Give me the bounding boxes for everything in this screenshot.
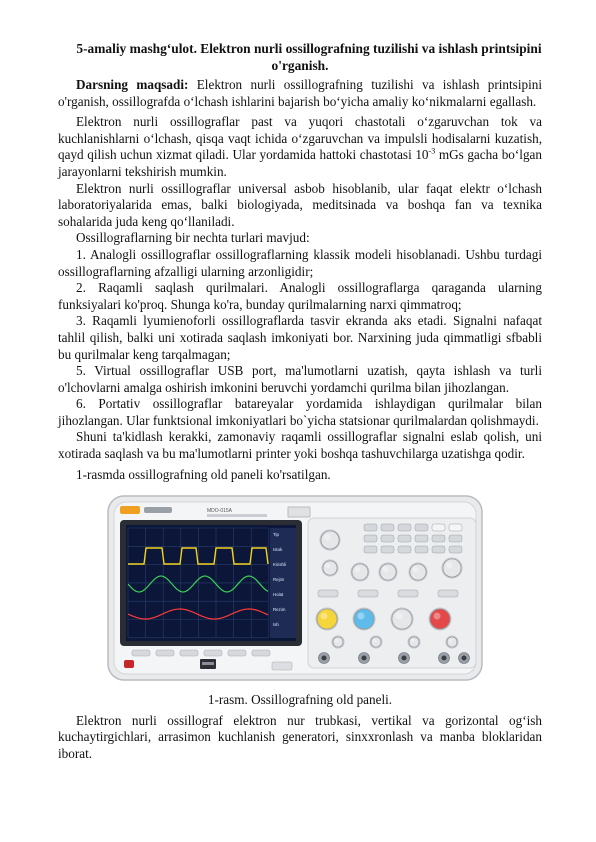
oscilloscope-front-panel-figure	[102, 492, 488, 688]
power-button[interactable]	[124, 660, 134, 668]
paragraph-6: Elektron nurli ossillograf elektron nur trubkasi, vertikal va gorizontal og‘ish kuchaytirgichlari, arrasimon kuchlanish generatori, sinxxronlash va manba bloklaridan iborat.	[58, 712, 542, 762]
list-item-5: 5. Virtual ossillograflar USB port, ma'lumotlarni uzatish, qayta ishlash va turli o'lchovlarni amalga oshirish imkonini beruvchi yordamchi qurilma bilan jihozlangan.	[58, 363, 542, 395]
menu-item-5: Holat	[273, 592, 284, 598]
list-item-2: 2. Raqamli saqlash qurilmalari. Analogli ossillograflarga qaraganda ularning funksiyalari ko'proq. Shunga ko'ra, bunday qurilmalarning narxi qimmatroq;	[58, 280, 542, 312]
menu-item-3: Kirishli	[273, 562, 286, 568]
menu-item-2: Istok	[273, 547, 283, 553]
paragraph-5: 1-rasmda ossillografning old paneli ko'rsatilgan.	[76, 466, 331, 482]
paragraph-1	[58, 114, 542, 180]
model-label: MDO-015A	[207, 508, 233, 515]
paragraph-2: Elektron nurli ossillograflar universal asbob hisoblanib, ular faqat elektr o‘lchash laboratoriyalarida emas, balki biologiyada, meditsinada va boshqa fan va texnika sohalarida juda keng qo‘llaniladi.	[58, 180, 542, 229]
list-item-1: 1. Analogli ossillograflar ossillograflarning klassik modeli hisoblanadi. Ushbu turdagi ossillograflarning afzalligi ularning arzonligidir;	[58, 246, 542, 279]
paragraph-3: Ossillograflarning bir nechta turlari mavjud:	[76, 230, 310, 246]
document-title: 5-amaliy mashg‘ulot. Elektron nurli ossillografning tuzilishi va ishlash printsipini o'rganish.	[76, 41, 542, 73]
menu-item-7: Ish	[273, 622, 279, 628]
list-item-3: 3. Raqamli lyumienoforli ossillograflarda tasvir ekranda aks etadi. Signalni nafaqat tahlil qilish, balki uni xotirada saqlash imkoniyati bor. Narxining juda qimmatligi sfbabli bu qurilmalar keng tarqalmagan;	[58, 313, 542, 362]
menu-item-1: Tip	[273, 532, 279, 538]
figure-caption: 1-rasm. Ossillografning old paneli.	[207, 692, 393, 708]
paragraph-1-after: mGs gacha bo‘lgan jarayonlarni tekshirish mumkin.	[58, 147, 542, 179]
goal-text: Elektron nurli ossillografning tuzilishi va ishlash printsipini o'rganish, ossillografda o‘lchash ishlarini bajarish bo‘yicha amaliy ko‘nikmalarni egallash.	[58, 77, 542, 109]
paragraph-1-before: Elektron nurli ossillograflar past va yuqori chastotali o‘zgaruvchan tok va kuchlanishlarni o‘lchash, qisqa vaqt ichida o‘zgaruvchan va impulsli hodisalarni kuzatish, qayd qilish uchun xizmat qiladi. Ular yordamida hattoki chastotasi 10	[58, 114, 542, 163]
menu-item-6: Rezim	[273, 607, 286, 613]
document-page	[58, 40, 542, 763]
goal-paragraph	[58, 77, 542, 110]
oscilloscope-illustration	[102, 492, 488, 688]
menu-item-4: Rejim	[273, 577, 285, 583]
paragraph-4: Shuni ta'kidlash kerakki, zamonaviy raqamli ossillograflar signalni eslab qolish, uni xotirada saqlash va bu ma'lumotlarni printer yoki boshqa tashuvchilarga uzatishga qodir.	[58, 429, 542, 462]
list-item-6: 6. Portativ ossillograflar batareyalar yordamida ishlaydigan qurilmalar bilan jihozlangan. Ular funktsional imkoniyatlari bo`yicha statsionar qurilmalardan qolishmaydi.	[58, 396, 542, 428]
goal-label: Darsning maqsadi:	[76, 77, 189, 92]
paragraph-1-exponent: -3	[428, 146, 436, 156]
